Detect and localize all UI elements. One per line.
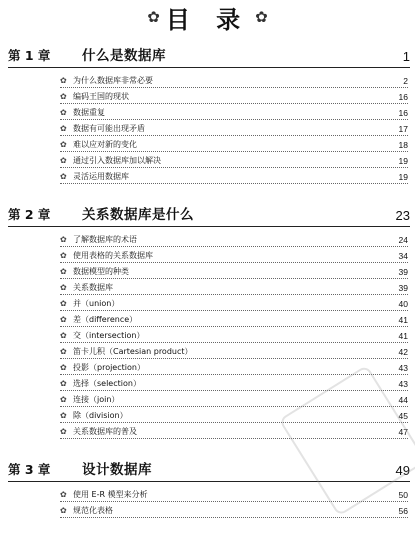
entry-title: 数据有可能出现矛盾 [73, 124, 145, 133]
entry-title: 了解数据库的术语 [73, 235, 137, 244]
entry-title: 交（intersection） [73, 331, 145, 340]
entry-title: 关系数据库 [73, 283, 113, 292]
toc-entry[interactable] [60, 248, 408, 263]
flower-bullet-icon: ✿ [60, 283, 67, 292]
entry-page: 43 [398, 379, 408, 389]
flower-bullet-icon: ✿ [60, 108, 67, 117]
chapter-heading[interactable] [8, 203, 410, 227]
flower-ornament-icon: ✿ [147, 7, 160, 26]
page-title: 目 录 [165, 5, 250, 34]
entry-title: 差（difference） [73, 315, 138, 324]
entry-title: 难以应对新的变化 [73, 140, 137, 149]
entry-page: 2 [403, 76, 408, 86]
entry-title: 使用 E-R 模型来分析 [73, 490, 148, 499]
entry-title: 编码王国的现状 [73, 92, 129, 101]
entry-page: 39 [398, 267, 408, 277]
chapter-page: 23 [395, 208, 410, 223]
flower-bullet-icon: ✿ [60, 76, 67, 85]
toc-entry[interactable] [60, 73, 408, 88]
flower-bullet-icon: ✿ [60, 299, 67, 308]
entry-page: 56 [398, 506, 408, 516]
entry-page: 43 [398, 363, 408, 373]
entry-page: 44 [398, 395, 408, 405]
chapter-title: 什么是数据库 [82, 48, 166, 64]
flower-bullet-icon: ✿ [60, 363, 67, 372]
entry-page: 17 [398, 124, 408, 134]
flower-bullet-icon: ✿ [60, 267, 67, 276]
chapter-number: 第 2 章 [8, 207, 51, 222]
flower-bullet-icon: ✿ [60, 92, 67, 101]
entry-title: 通过引入数据库加以解决 [73, 156, 161, 165]
entry-page: 16 [398, 92, 408, 102]
toc-entry[interactable] [60, 169, 408, 184]
entry-title: 连接（join） [73, 395, 120, 404]
chapter-number: 第 1 章 [8, 48, 51, 63]
chapter-number: 第 3 章 [8, 462, 51, 477]
entry-title: 选择（selection） [73, 379, 141, 388]
entry-title: 除（division） [73, 411, 128, 420]
entry-title: 灵活运用数据库 [73, 172, 129, 181]
entry-page: 41 [398, 315, 408, 325]
toc-entry[interactable] [60, 137, 408, 152]
toc-entry[interactable] [60, 296, 408, 311]
toc-entry[interactable] [60, 153, 408, 168]
flower-bullet-icon: ✿ [60, 172, 67, 181]
toc-entry[interactable] [60, 121, 408, 136]
toc-entry[interactable] [60, 232, 408, 247]
entry-page: 45 [398, 411, 408, 421]
flower-bullet-icon: ✿ [60, 315, 67, 324]
toc-entry[interactable] [60, 105, 408, 120]
chapter-page: 49 [395, 463, 410, 478]
entry-title: 数据模型的种类 [73, 267, 129, 276]
entry-page: 47 [398, 427, 408, 437]
flower-bullet-icon: ✿ [60, 251, 67, 260]
entry-page: 19 [398, 156, 408, 166]
flower-ornament-icon: ✿ [255, 7, 268, 26]
toc-entry[interactable] [60, 280, 408, 295]
chapter-title: 关系数据库是什么 [82, 207, 194, 223]
entry-title: 数据重复 [73, 108, 105, 117]
flower-bullet-icon: ✿ [60, 331, 67, 340]
chapter-title: 设计数据库 [82, 462, 152, 478]
entry-page: 39 [398, 283, 408, 293]
entry-page: 50 [398, 490, 408, 500]
entry-title: 规范化表格 [73, 506, 113, 515]
entry-title: 关系数据库的普及 [73, 427, 137, 436]
entry-page: 18 [398, 140, 408, 150]
flower-bullet-icon: ✿ [60, 140, 67, 149]
entry-page: 40 [398, 299, 408, 309]
flower-bullet-icon: ✿ [60, 411, 67, 420]
entry-page: 34 [398, 251, 408, 261]
toc-entry[interactable] [60, 89, 408, 104]
flower-bullet-icon: ✿ [60, 379, 67, 388]
entry-page: 24 [398, 235, 408, 245]
entry-title: 使用表格的关系数据库 [73, 251, 153, 260]
chapter-page: 1 [402, 49, 410, 64]
toc-entry[interactable] [60, 328, 408, 343]
entry-page: 19 [398, 172, 408, 182]
toc-header [0, 2, 415, 32]
toc-entry[interactable] [60, 312, 408, 327]
flower-bullet-icon: ✿ [60, 506, 67, 515]
entry-page: 16 [398, 108, 408, 118]
entry-page: 42 [398, 347, 408, 357]
toc-entry[interactable] [60, 264, 408, 279]
entry-title: 笛卡儿积（Cartesian product） [73, 347, 193, 356]
flower-bullet-icon: ✿ [60, 124, 67, 133]
flower-bullet-icon: ✿ [60, 235, 67, 244]
entry-title: 为什么数据库非常必要 [73, 76, 153, 85]
flower-bullet-icon: ✿ [60, 490, 67, 499]
flower-bullet-icon: ✿ [60, 395, 67, 404]
flower-bullet-icon: ✿ [60, 156, 67, 165]
entry-title: 投影（projection） [73, 363, 145, 372]
entry-page: 41 [398, 331, 408, 341]
flower-bullet-icon: ✿ [60, 347, 67, 356]
flower-bullet-icon: ✿ [60, 427, 67, 436]
chapter-heading[interactable] [8, 44, 410, 68]
entry-title: 并（union） [73, 299, 120, 308]
